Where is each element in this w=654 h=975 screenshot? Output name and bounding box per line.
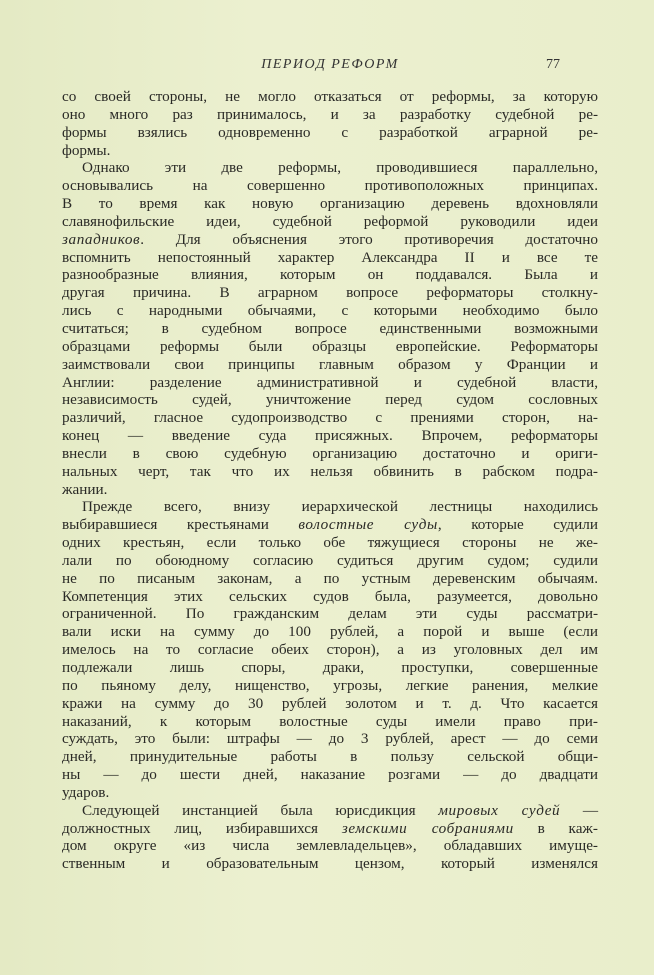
page-number: 77 (546, 57, 560, 72)
text-line (62, 802, 598, 820)
text-segment: должностных лиц, избиравшихся (62, 819, 342, 837)
text-line: Однако эти две реформы, проводившиеся параллельно, (82, 159, 598, 177)
text-line: дней, принудительные работы в пользу сельской общи- (62, 748, 598, 766)
text-line: Компетенция этих сельских судов была, разумеется, довольно (62, 587, 598, 605)
text-line: жании. (62, 480, 108, 498)
text-line: со своей стороны, не могло отказаться от реформы, за которую (62, 88, 598, 105)
text-segment: . Для объяснения этого противоречия достаточно (140, 230, 598, 248)
text-line: независимость судей, уничтожение перед судом сословных (62, 391, 598, 409)
chapter-title: ПЕРИОД РЕФОРМ (261, 57, 399, 72)
text-segment: Следующей инстанцией была юрисдикция (82, 801, 439, 819)
text-line: конец — введение суда присяжных. Впрочем, реформаторы (62, 427, 598, 445)
text-line: другая причина. В аграрном вопросе реформаторы столкну- (62, 284, 598, 302)
text-line: нальных черт, так что их нельзя обвинить в рабском подра- (62, 462, 598, 480)
emphasized-term: западников (62, 230, 141, 248)
text-line: ственным и образовательным цензом, который изменялся (62, 855, 598, 873)
text-line: суждать, это были: штрафы — до 3 рублей, арест — до семи (62, 730, 598, 748)
text-line: разнообразные влияния, которым он поддавался. Была и (62, 266, 598, 284)
text-line: Прежде всего, внизу иерархической лестницы находились (82, 498, 598, 516)
text-line: В то время как новую организацию деревень вдохновляли (62, 195, 598, 213)
text-segment: — (560, 801, 599, 819)
text-line: оно много раз принималось, и за разработку судебной ре- (62, 105, 598, 123)
text-line: ударов. (62, 783, 110, 801)
text-line: не по писаным законам, а по устным деревенским обычаям. (62, 569, 598, 587)
text-line: формы. (62, 141, 111, 159)
body-text (62, 88, 598, 873)
text-line: ограниченной. По гражданским делам эти суды рассматри- (62, 605, 598, 623)
paragraph (62, 802, 598, 873)
emphasized-term: земскими собраниями (341, 819, 514, 837)
text-line: образцами реформы были образцы европейские. Реформаторы (62, 337, 598, 355)
emphasized-term: волостные суды (298, 516, 438, 534)
text-line: одних крестьян, если только обе тяжущиеся стороны не же- (62, 534, 598, 552)
text-line: лись с народными обычаями, с которыми необходимо было (62, 302, 598, 320)
text-line: славянофильские идеи, судебной реформой руководили идеи (62, 212, 598, 230)
text-line: дом округе «из числа землевладельцев», обладавших имуще- (62, 837, 598, 855)
text-line: основывались на совершенно противоположных принципах. (62, 177, 598, 195)
text-line: подлежали лишь споры, драки, проступки, совершенные (62, 659, 598, 676)
paragraph (62, 498, 598, 801)
text-line: вспомнить непостоянный характер Александра II и все те (62, 248, 598, 266)
text-segment: выбиравшиеся крестьянами (62, 516, 299, 534)
text-line: кражи на сумму до 30 рублей золотом и т. д. Что касается (62, 694, 598, 712)
text-line: по пьяному делу, нищенство, угрозы, легкие ранения, мелкие (62, 676, 598, 694)
text-segment: в каж- (513, 819, 598, 837)
text-line: вали иски на сумму до 100 рублей, а порой и выше (если (62, 623, 598, 641)
text-line: различий, гласное судопроизводство с прениями сторон, на- (62, 409, 598, 427)
text-line: формы взялись одновременно с разработкой аграрной ре- (62, 123, 598, 141)
text-line: лали по обоюдному согласию судиться другим судом; судили (62, 551, 598, 569)
text-line (62, 516, 598, 534)
text-line (62, 820, 598, 838)
text-line: имелось на то согласие обеих сторон), а из уголовных дел им (62, 641, 598, 659)
emphasized-term: мировых судей (438, 801, 561, 819)
paragraph (62, 88, 598, 159)
running-head (62, 57, 598, 77)
paragraph (62, 159, 598, 498)
text-segment: , которые судили (437, 516, 598, 534)
text-line (62, 231, 598, 249)
text-line: Англии: разделение административной и судебной власти, (62, 373, 598, 391)
text-line: наказаний, к которым волостные суды имели право при- (62, 712, 598, 730)
text-line: заимствовали свои принципы главным образом у Франции и (62, 355, 598, 373)
text-line: ны — до шести дней, наказание розгами — до двадцати (62, 766, 598, 784)
text-line: считаться; в судебном вопросе единственными возможными (62, 319, 598, 337)
text-line: внесли в свою судебную организацию достаточно и ориги- (62, 444, 598, 462)
